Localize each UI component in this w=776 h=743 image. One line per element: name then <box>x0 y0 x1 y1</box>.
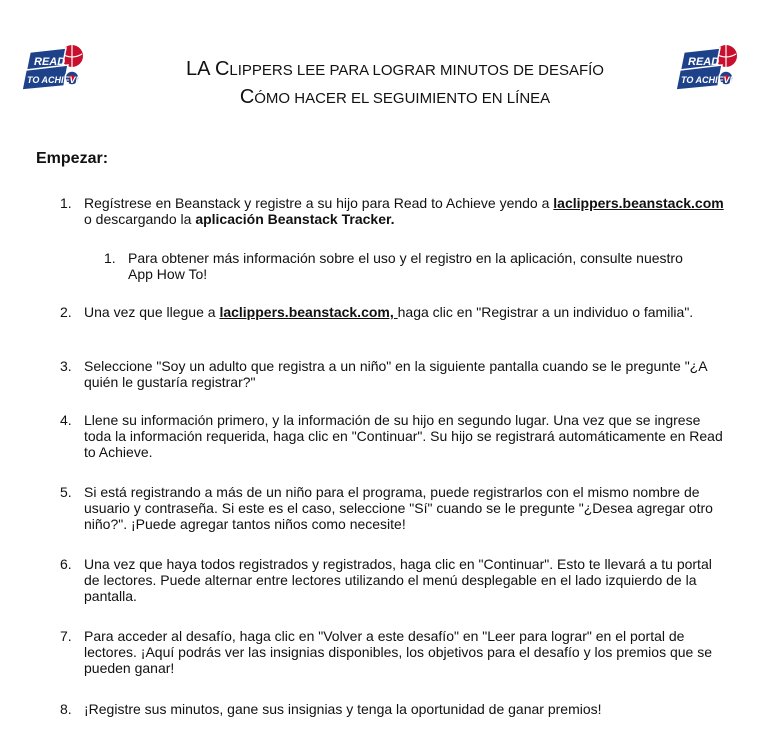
read-to-achieve-logo-left <box>22 38 90 94</box>
svg-text:READ: READ <box>688 56 720 68</box>
read-to-achieve-logo-right <box>676 38 744 94</box>
beanstack-link[interactable]: laclippers.beanstack.com <box>553 195 724 211</box>
title-line-1: LA CLIPPERS LEE PARA LOGRAR MINUTOS DE DESAFÍO <box>186 58 604 80</box>
beanstack-link[interactable]: laclippers.beanstack.com, <box>219 304 398 320</box>
page-title <box>110 56 680 112</box>
svg-text:TO ACHIEVE: TO ACHIEVE <box>681 75 736 85</box>
title-line-2: CÓMO HACER EL SEGUIMIENTO EN LÍNEA <box>239 86 551 108</box>
svg-text:TO ACHIEVE: TO ACHIEVE <box>27 75 82 85</box>
section-heading: Empezar: <box>36 150 109 167</box>
svg-text:READ: READ <box>34 56 66 68</box>
